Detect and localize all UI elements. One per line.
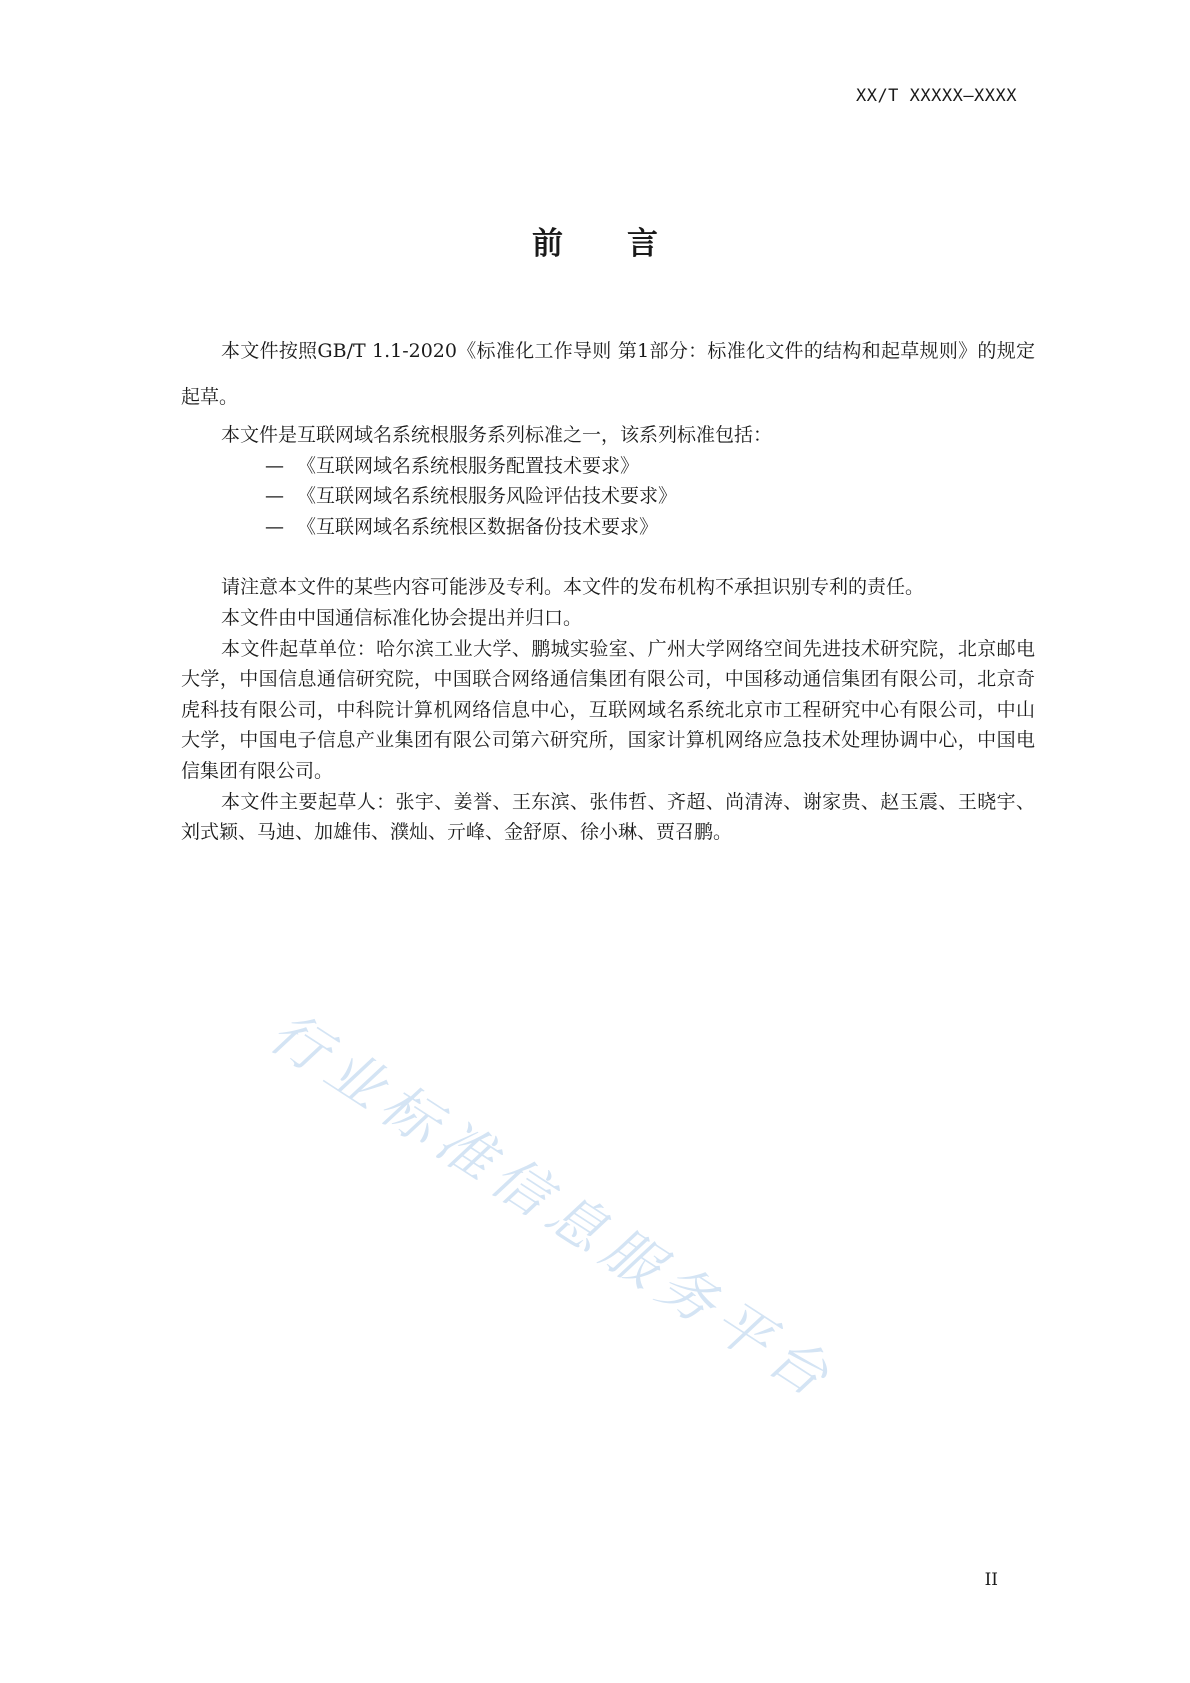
list-dash: — [265, 515, 284, 538]
list-item [181, 512, 1035, 543]
paragraph-drafting-basis: 本文件按照GB/T 1.1-2020《标准化工作导则 第1部分：标准化文件的结构和起草规则》的规定起草。 [181, 340, 1035, 408]
list-item-text: 《互联网域名系统根服务风险评估技术要求》 [297, 485, 678, 508]
page-title [0, 218, 1190, 263]
page-number: II [984, 1570, 998, 1590]
document-code: XX/T XXXXX—XXXX [855, 86, 1017, 106]
paragraph-drafting-units: 本文件起草单位：哈尔滨工业大学、鹏城实验室、广州大学网络空间先进技术研究院，北京邮电大学，中国信息通信研究院，中国联合网络通信集团有限公司，中国移动通信集团有限公司，北京奇虎科技有限公司，中科院计算机网络信息中心，互联网域名系统北京市工程研究中心有限公司，中山大学，中国电子信息产业集团有限公司第六研究所，国家计算机网络应急技术处理协调中心，中国电信集团有限公司。 [181, 637, 1035, 782]
list-item-text: 《互联网域名系统根服务配置技术要求》 [297, 454, 640, 477]
series-standards-list [181, 451, 1035, 543]
title-char-2: 言 [627, 226, 658, 262]
paragraph-drafters: 本文件主要起草人：张宇、姜誉、王东滨、张伟哲、齐超、尚清涛、谢家贵、赵玉震、王晓宇、刘式颖、马迪、加雄伟、濮灿、亓峰、金舒原、徐小琳、贾召鹏。 [181, 790, 1035, 844]
paragraph-series-intro: 本文件是互联网域名系统根服务系列标准之一，该系列标准包括： [221, 424, 773, 446]
watermark: 行业标准信息服务平台 [258, 1000, 847, 1415]
list-dash: — [265, 485, 284, 508]
list-item [181, 451, 1035, 482]
title-char-1: 前 [532, 226, 563, 262]
paragraph-patent-notice: 请注意本文件的某些内容可能涉及专利。本文件的发布机构不承担识别专利的责任。 [221, 576, 925, 599]
document-body [181, 334, 1035, 848]
list-item-text: 《互联网域名系统根区数据备份技术要求》 [297, 515, 659, 538]
list-dash: — [265, 454, 284, 477]
list-item [181, 481, 1035, 512]
paragraph-proposer: 本文件由中国通信标准化协会提出并归口。 [221, 606, 583, 629]
